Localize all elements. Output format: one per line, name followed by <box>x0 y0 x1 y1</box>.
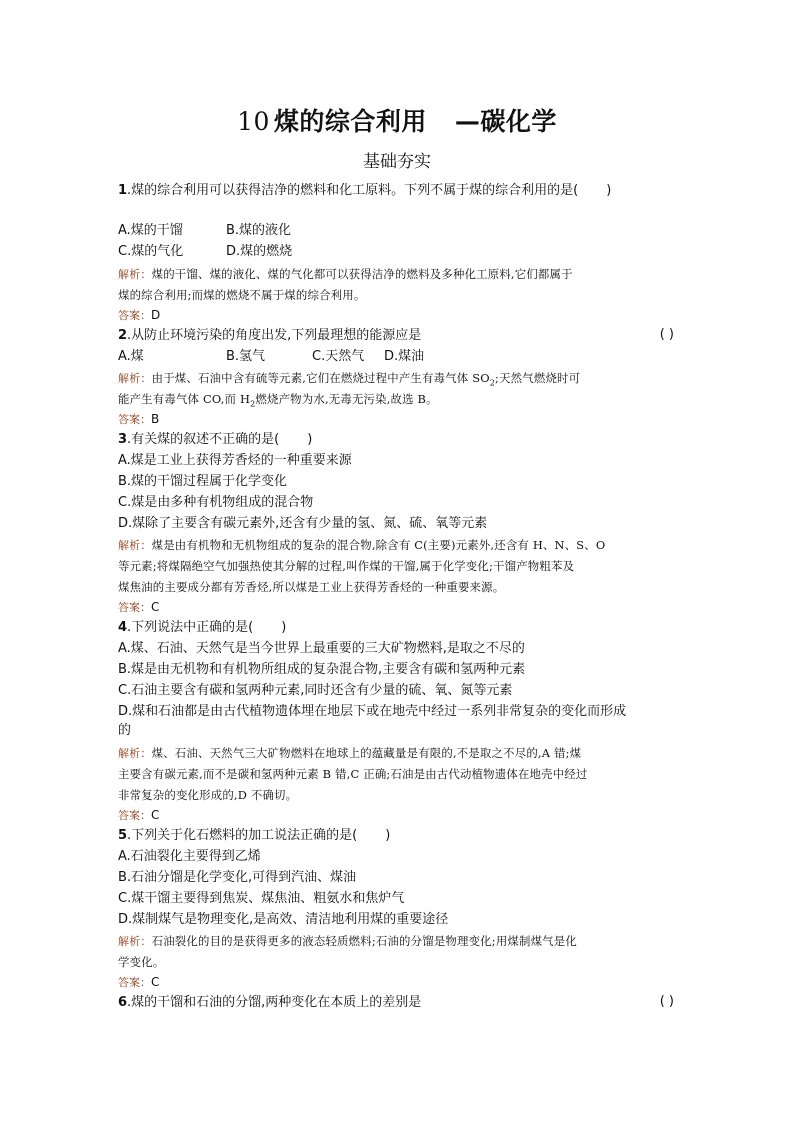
option-b: B.氢气 <box>226 349 266 364</box>
question-stem: .下列说法中正确的是( <box>127 620 254 635</box>
options-row <box>118 243 292 261</box>
answer-bracket: ( ) <box>659 327 674 342</box>
option-d: D.煤制煤气是物理变化,是高效、清洁地利用煤的重要途径 <box>118 912 449 927</box>
question-5 <box>118 827 390 845</box>
answer-value: C <box>151 808 160 822</box>
explanation-text: 煤、石油、天然气三大矿物燃料在地球上的蕴藏量是有限的,不是取之不尽的,A 错;煤 <box>151 746 582 760</box>
option-d: D.煤和石油都是由古代植物遗体埋在地层下或在地壳中经过一系列非常复杂的变化而形成 <box>118 704 627 719</box>
title-main: 煤的综合利用 <box>273 107 427 136</box>
question-3 <box>118 431 312 449</box>
answer-line <box>118 806 159 825</box>
explanation-line: 等元素;将煤隔绝空气加强热使其分解的过程,叫作煤的干馏,属于化学变化;干馏产物粗苯及 <box>118 559 575 573</box>
explanation-line: 煤焦油的主要成分都有芳香烃,所以煤是工业上获得芳香烃的一种重要来源。 <box>118 580 505 594</box>
question-stem: .下列关于化石燃料的加工说法正确的是( <box>127 828 358 843</box>
option-c: C.煤是由多种有机物组成的混合物 <box>118 495 314 510</box>
explanation-line <box>118 390 438 413</box>
answer-line <box>118 410 159 429</box>
explanation <box>118 744 581 763</box>
explanation-label: 解析： <box>118 747 152 760</box>
explanation-text: 煤的综合利用;而煤的燃烧不属于煤的综合利用。 <box>118 288 366 302</box>
question-number: 2 <box>118 328 128 343</box>
answer-label: 答案： <box>118 809 151 822</box>
question-stem: .有关煤的叙述不正确的是( <box>127 432 280 447</box>
answer-bracket: ( ) <box>659 994 674 1009</box>
explanation-label: 解析： <box>118 539 152 552</box>
answer-bracket: ) <box>606 183 612 198</box>
question-number: 4 <box>118 620 128 635</box>
answer-value: D <box>151 308 161 322</box>
answer-bracket: ) <box>385 828 391 843</box>
option-c: C.天然气 <box>312 349 365 364</box>
option-c: C.煤干馏主要得到焦炭、煤焦油、粗氨水和焦炉气 <box>118 891 405 906</box>
option-b: B.煤的干馏过程属于化学变化 <box>118 474 288 489</box>
answer-line <box>118 973 159 992</box>
answer-line <box>118 598 159 617</box>
option-a: A.煤是工业上获得芳香烃的一种重要来源 <box>118 453 352 468</box>
question-6 <box>118 994 421 1012</box>
question-number: 1 <box>118 183 128 198</box>
explanation <box>118 369 580 392</box>
explanation-line <box>118 286 365 304</box>
answer-value: B <box>151 412 160 426</box>
option-a: A.煤的干馏 <box>118 223 183 238</box>
explanation-label: 解析： <box>118 372 152 385</box>
question-number: 5 <box>118 828 128 843</box>
title-number: 10 <box>237 107 270 136</box>
option-d: D.煤油 <box>384 349 425 364</box>
explanation-text: 能产生有毒气体 CO,而 H <box>118 392 251 406</box>
answer-line <box>118 306 160 325</box>
option-d-continued: 的 <box>118 723 132 738</box>
question-number: 3 <box>118 432 128 447</box>
question-stem: .煤的干馏和石油的分馏,两种变化在本质上的差别是 <box>127 995 422 1010</box>
answer-bracket: ) <box>281 620 287 635</box>
explanation <box>118 536 605 555</box>
question-1 <box>118 182 611 200</box>
option-a: A.石油裂化主要得到乙烯 <box>118 849 261 864</box>
answer-value: C <box>151 600 160 614</box>
question-4 <box>118 619 286 637</box>
question-number: 6 <box>118 995 128 1010</box>
explanation-text: 煤是由有机物和无机物组成的复杂的混合物,除含有 C(主要)元素外,还含有 H、N、S、O <box>151 538 606 552</box>
question-2 <box>118 327 421 345</box>
option-c: C.煤的气化 <box>118 244 184 259</box>
question-stem: .煤的综合利用可以获得洁净的燃料和化工原料。下列不属于煤的综合利用的是( <box>127 183 579 198</box>
answer-label: 答案： <box>118 601 151 614</box>
option-d: D.煤除了主要含有碳元素外,还含有少量的氢、氮、硫、氧等元素 <box>118 516 488 531</box>
subscript: 2 <box>250 399 256 409</box>
option-d: D.煤的燃烧 <box>226 244 293 259</box>
answer-label: 答案： <box>118 976 151 989</box>
explanation <box>118 932 577 951</box>
explanation <box>118 265 573 284</box>
explanation-text: ;天然气燃烧时可 <box>495 371 581 385</box>
options-row <box>118 222 291 240</box>
explanation-text: 石油裂化的目的是获得更多的液态轻质燃料;石油的分馏是物理变化;用煤制煤气是化 <box>151 934 577 948</box>
explanation-label: 解析： <box>118 268 152 281</box>
options-row <box>118 348 424 366</box>
explanation-line: 非常复杂的变化形成的,D 不确切。 <box>118 788 298 802</box>
subscript: 2 <box>489 378 496 388</box>
explanation-line: 主要含有碳元素,而不是碳和氢两种元素 B 错,C 正确;石油是由古代动植物遗体在地壳中经过 <box>118 767 588 781</box>
explanation-text: 由于煤、石油中含有硫等元素,它们在燃烧过程中产生有毒气体 SO <box>151 371 490 385</box>
answer-label: 答案： <box>118 413 151 426</box>
option-b: B.煤是由无机物和有机物所组成的复杂混合物,主要含有碳和氢两种元素 <box>118 662 526 677</box>
page-title <box>0 102 794 138</box>
answer-value: C <box>151 975 160 989</box>
option-b: B.石油分馏是化学变化,可得到汽油、煤油 <box>118 870 357 885</box>
section-heading: 基础夯实 <box>363 152 431 172</box>
answer-label: 答案： <box>118 309 151 322</box>
option-a: A.煤、石油、天然气是当今世界上最重要的三大矿物燃料,是取之不尽的 <box>118 641 525 656</box>
question-stem: .从防止环境污染的角度出发,下列最理想的能源应是 <box>127 328 422 343</box>
option-c: C.石油主要含有碳和氢两种元素,同时还含有少量的硫、氧、氮等元素 <box>118 683 513 698</box>
title-sub: —碳化学 <box>454 107 557 136</box>
option-a: A.煤 <box>118 349 144 364</box>
explanation-text: 燃烧产物为水,无毒无污染,故选 B。 <box>255 392 438 406</box>
answer-bracket: ) <box>307 432 313 447</box>
explanation-line: 学变化。 <box>118 955 165 969</box>
explanation-text: 煤的干馏、煤的液化、煤的气化都可以获得洁净的燃料及多种化工原料,它们都属于 <box>151 267 573 281</box>
option-b: B.煤的液化 <box>226 223 292 238</box>
explanation-label: 解析： <box>118 935 152 948</box>
